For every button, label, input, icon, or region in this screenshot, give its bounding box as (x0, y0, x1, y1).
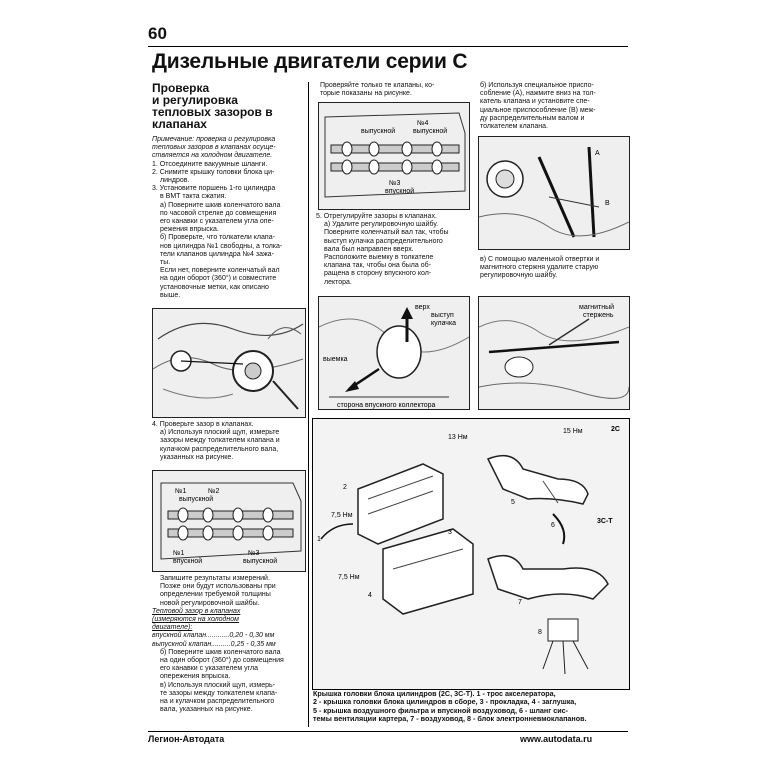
text-line: циальное приспособление (В) меж- (480, 106, 596, 114)
text-line: ду распределительным валом и (480, 114, 585, 122)
text-line: по часовой стрелке до совмещения (160, 209, 277, 217)
fig-label-3ct: 3C-T (597, 518, 613, 525)
section-title-line: Проверка (152, 81, 210, 95)
col1-mid-text (152, 421, 280, 462)
fig-label-exhaust-3: выпускной (361, 128, 396, 135)
camshaft-valves-figure-2 (318, 102, 470, 210)
text-line: а) Удалите регулировочную шайбу. (324, 221, 439, 229)
col3-mid-text (480, 256, 599, 281)
fig-label-magnet-1: магнитный (579, 304, 615, 311)
fig-label-magnet-2: стержень (583, 312, 614, 319)
text-line: 4. Проверьте зазор в клапанах. (152, 421, 254, 428)
fig-label-notch: выемка (323, 356, 348, 363)
fig-label-exhaust-2: выпускной (243, 558, 278, 565)
text-line: 1. Отсоедините вакуумные шланги. (152, 160, 268, 168)
text-line: нов цилиндра №1 свободны, а толка- (160, 242, 283, 250)
fig-label-torque-15: 15 Нм (563, 428, 583, 435)
text-line: толкателем клапана. (480, 123, 548, 131)
fig-label-part-2: 2 (343, 484, 347, 491)
column-divider (308, 82, 309, 727)
text-line: тели клапанов цилиндра №4 зажа- (160, 250, 274, 258)
text-line: Поверните коленчатый вал так, чтобы (324, 229, 449, 237)
text-line: на один оборот (360°) и совместите (160, 275, 277, 283)
note-line: Примечание: проверка и регулировка (152, 136, 276, 143)
text-line: (измеряются на холодном (152, 616, 239, 624)
fig-label-no1-bottom: №1 (173, 550, 185, 557)
section-title-line: тепловых зазоров в (152, 105, 273, 119)
text-line: магнитного стержня удалите старую (480, 264, 599, 272)
fig-label-no2: №2 (208, 488, 220, 495)
text-line: на и кулачком распределительного (160, 698, 275, 706)
text-line: Расположите выемку в толкателе (324, 254, 434, 262)
text-line: выступ кулачка распределительного (324, 237, 443, 245)
fig-label-exhaust: выпускной (179, 496, 214, 503)
text-line: режения впрыска. (160, 226, 219, 234)
fig-label-cam-lobe-2: кулачка (431, 320, 457, 327)
text-line: ты. (160, 259, 171, 267)
text-line: а) Поверните шкив коленчатого вала (160, 201, 281, 209)
caption-line: 5 - крышка воздушного фильтра и впускной воздуховод, 6 - шланг сис- (313, 705, 569, 715)
text-line: опережения впрыска. (160, 673, 231, 681)
text-line: Позже они будут использованы при (160, 583, 276, 591)
figure-caption (313, 690, 631, 724)
text-line: лектора. (324, 278, 352, 286)
text-line: катель клапана и установите спе- (480, 98, 590, 106)
fig-label-intake: впускной (173, 558, 203, 565)
fig-label-exhaust-4: выпускной (413, 128, 448, 135)
fig-label-torque-13: 13 Нм (448, 434, 468, 441)
text-line: вала, указанных на рисунке. (160, 706, 253, 714)
fig-label-no3-b: №3 (389, 180, 401, 187)
text-line: ращена в сторону впускного кол- (324, 270, 432, 278)
text-line: б) Поверните шкив коленчатого вала (160, 648, 281, 656)
page-number: 60 (148, 24, 167, 43)
fig-label-top: верх (415, 304, 430, 311)
text-line: указанных на рисунке. (160, 453, 234, 461)
text-line: 3. Установите поршень 1-го цилиндра (152, 185, 276, 193)
fig-label-cam-lobe-1: выступ (431, 312, 454, 319)
text-line: определении требуемой толщины (160, 591, 271, 599)
text-line: а) Используя плоский щуп, измерьте (160, 429, 280, 437)
fig-label-no3: №3 (248, 550, 260, 557)
text-line: Тепловой зазор в клапанах (152, 607, 241, 615)
col3-top-text (480, 82, 596, 131)
fig-label-b: B (605, 200, 610, 207)
magnetic-rod-figure (478, 296, 630, 410)
page-title: Дизельные двигатели серии С (152, 50, 468, 73)
caption-line: темы вентиляции картера, 7 - воздуховод, 8 - блок электронневмоклапанов. (313, 714, 587, 724)
fig-label-part-4: 4 (368, 592, 372, 599)
section-title-line: и регулировка (152, 93, 238, 107)
col1-bottom-text (152, 575, 284, 714)
col2-top-text (320, 82, 434, 98)
text-line: его канавки с указателем угла опе- (160, 218, 274, 226)
fig-label-intake-side: сторона впускного коллектора (337, 402, 436, 409)
crank-pulley-figure (152, 308, 306, 418)
text-line: в) С помощью маленькой отвертки и (480, 256, 600, 263)
fig-label-torque-75b: 7,5 Нм (338, 574, 360, 581)
text-line: новой регулировочной шайбы. (160, 599, 260, 607)
text-line: линдров. (160, 177, 190, 185)
fig-label-2c: 2C (611, 426, 620, 433)
text-line: б) Проверьте, что толкатели клапа- (160, 234, 275, 242)
camshaft-valves-figure-1 (152, 470, 306, 572)
text-line: выше. (160, 291, 181, 299)
text-line: Запишите результаты измерений. (160, 575, 270, 582)
fig-label-intake-2: впускной (385, 188, 415, 195)
section-title-line: клапанах (152, 117, 207, 131)
text-line: кулачком распределительного вала, (160, 445, 279, 453)
fig-label-part-6: 6 (551, 522, 555, 529)
fig-label-part-3: 3 (448, 529, 452, 536)
fig-label-part-5: 5 (511, 499, 515, 506)
text-line: зазоры между толкателем клапана и (160, 437, 280, 445)
text-line: двигателе): (152, 624, 193, 632)
top-rule (148, 46, 628, 47)
text-line: 2. Снимите крышку головки блока ци- (152, 168, 275, 176)
text-line: установочные метки, как описано (160, 283, 269, 291)
text-line: Если нет, поверните коленчатый вал (160, 267, 280, 275)
text-line: на один оборот (360°) до совмещения (160, 657, 284, 665)
text-line: вала был направлен вверх. (324, 245, 414, 253)
col2-mid-text (316, 213, 449, 287)
caption-line: Крышка головки блока цилиндров (2С, 3С-Т). 1 - трос акселератора, (313, 689, 556, 698)
fig-label-part-1: 1 (317, 536, 321, 543)
clearance-intake: впускной клапан............0,20 - 0,30 мм (152, 632, 275, 640)
footer-website: www.autodata.ru (520, 734, 593, 744)
text-line: Проверяйте только те клапаны, ко- (320, 82, 435, 89)
col1-top-text (152, 136, 282, 300)
cam-lobe-notch-figure (318, 296, 470, 410)
head-cover-exploded-figure (312, 418, 630, 690)
footer-publisher: Легион-Автодата (148, 734, 225, 744)
special-tool-figure (478, 136, 630, 250)
fig-label-no1: №1 (175, 488, 187, 495)
text-line: клапана так, чтобы она была об- (324, 262, 431, 270)
text-line: б) Используя специальное приспо- (480, 82, 594, 89)
text-line: те зазоры между толкателем клапа- (160, 689, 278, 697)
text-line: его канавки с указателем угла (160, 665, 258, 673)
section-title (152, 82, 273, 130)
text-line: в) Используя плоский щуп, измерь- (160, 681, 275, 689)
caption-line: 2 - крышка головки блока цилиндров в сборе, 3 - прокладка, 4 - заглушка, (313, 697, 577, 707)
note-line: ствляется на холодном двигателе. (152, 152, 273, 160)
text-line: собление (А), нажмите вниз на тол- (480, 90, 596, 98)
fig-label-no4: №4 (417, 120, 429, 127)
note-line: тепловых зазоров в клапанах осуще- (152, 144, 276, 152)
text-line: 5. Отрегулируйте зазоры в клапанах. (316, 213, 437, 220)
text-line: в ВМТ такта сжатия. (160, 193, 227, 201)
fig-label-a: A (595, 150, 600, 157)
clearance-exhaust: выпускной клапан..........0,25 - 0,35 мм (152, 640, 276, 648)
fig-label-part-7: 7 (518, 599, 522, 606)
text-line: регулировочную шайбу. (480, 272, 558, 280)
fig-label-part-8: 8 (538, 629, 542, 636)
fig-label-torque-75a: 7,5 Нм (331, 512, 353, 519)
text-line: торые показаны на рисунке. (320, 90, 412, 98)
bottom-rule (148, 731, 628, 732)
